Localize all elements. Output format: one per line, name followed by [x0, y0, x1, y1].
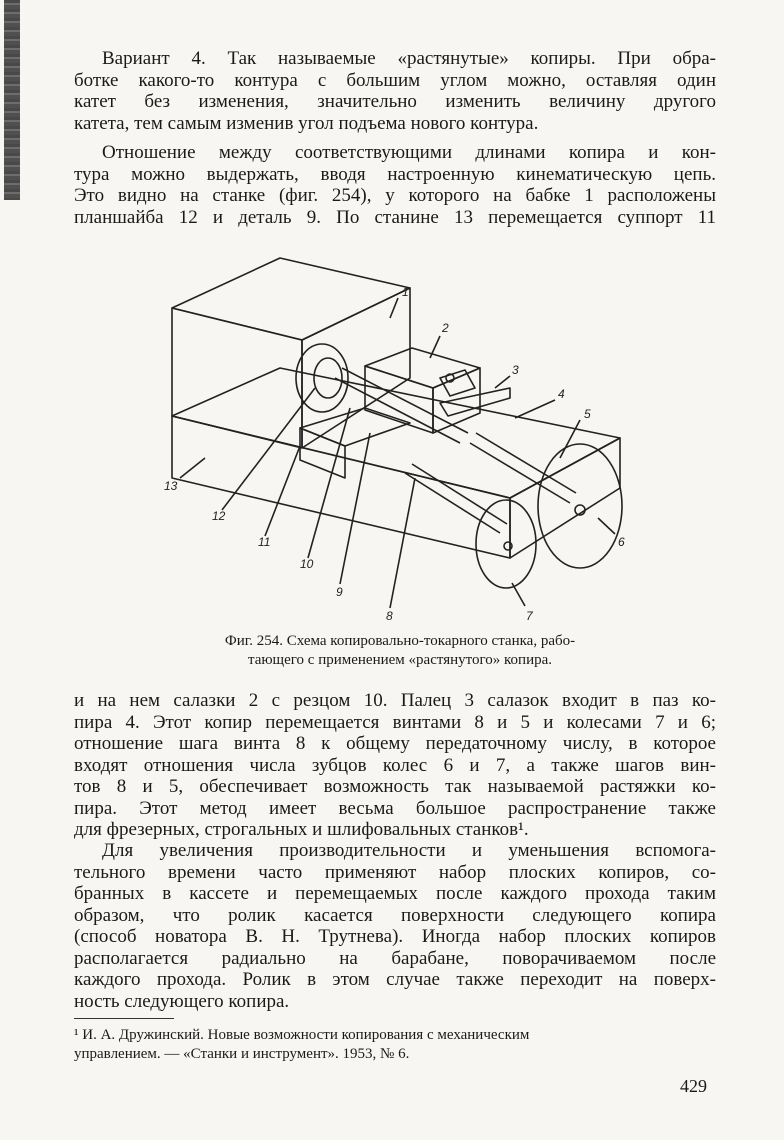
label-9: 9	[336, 585, 343, 599]
text-line: тура можно выдержать, вводя настроенную кинематическую цепь.	[74, 163, 716, 185]
label-10: 10	[300, 557, 314, 571]
footnote	[74, 1026, 716, 1064]
label-11: 11	[258, 535, 271, 549]
lathe-schematic	[150, 228, 630, 628]
text-line: (способ новатора В. Н. Трутнева). Иногда набор плоских копиров	[74, 926, 716, 947]
text-line: ность следующего копира.	[74, 990, 290, 1012]
label-12: 12	[212, 509, 226, 523]
text-line: для фрезерных, строгальных и шлифовальных станков¹.	[74, 819, 529, 840]
page-number: 429	[680, 1076, 707, 1096]
workpiece-9	[335, 378, 460, 443]
text-line: тов 8 и 5, обеспечивает возможность так называемой растяжки ко-	[74, 776, 716, 797]
label-5: 5	[584, 407, 591, 421]
bed-side	[510, 438, 620, 558]
label-1: 1	[402, 285, 409, 299]
text-line: Для увеличения производительности и уменьшения вспомога-	[102, 840, 716, 861]
label-6: 6	[618, 535, 625, 549]
headstock-front	[172, 308, 302, 448]
text-line: бранных в кассете и перемещаемых после каждого прохода таким	[74, 883, 716, 904]
label-7: 7	[526, 609, 533, 623]
text-line: пира 4. Этот копир перемещается винтами 8 и 5 и колесами 7 и 6;	[74, 711, 716, 733]
scan-binding-edge	[4, 0, 20, 200]
headstock-top	[172, 258, 410, 340]
label-8: 8	[386, 609, 393, 623]
copier-4	[440, 388, 510, 416]
footnote-line: управлением. — «Станки и инструмент». 1953, № 6.	[74, 1046, 410, 1062]
paragraph-ratio	[74, 142, 716, 228]
text-line: Отношение между соответствующими длинами копира и кон-	[102, 142, 716, 163]
text-line: катета, тем самым изменив угол подъема нового контура.	[74, 112, 539, 134]
text-line: катет без изменения, значительно изменить величину другого	[74, 91, 716, 112]
text-line: образом, что ролик касается поверхности следующего копира	[74, 904, 716, 926]
text-line: и на нем салазки 2 с резцом 10. Палец 3 салазок входит в паз ко-	[74, 690, 716, 711]
wheel-7	[476, 500, 536, 588]
figure-254-lathe-diagram	[150, 228, 630, 628]
screw-8	[405, 473, 500, 533]
label-13: 13	[164, 479, 178, 493]
text-line: каждого прохода. Ролик в этом случае также переходит на поверх-	[74, 969, 716, 990]
text-line: тельного времени часто применяют набор плоских копиров, со-	[74, 861, 716, 883]
text-line: располагается радиально на барабане, поворачиваемом после	[74, 947, 716, 969]
footnote-rule	[74, 1018, 174, 1019]
text-line: пира. Этот метод имеет весьма большое распространение также	[74, 797, 716, 819]
text-line: отношение шага винта 8 к общему передаточному числу, в которое	[74, 733, 716, 754]
label-3: 3	[512, 363, 519, 377]
wheel-6	[538, 444, 622, 568]
text-line: Вариант 4. Так называемые «растянутые» копиры. При обра-	[102, 48, 716, 69]
caption-line: тающего с применением «растянутого» копира.	[247, 652, 553, 668]
text-line: ботке какого-то контура с большим углом можно, оставляя один	[74, 69, 716, 91]
slide-2	[365, 348, 480, 388]
label-4: 4	[558, 387, 565, 401]
footnote-line: ¹ И. А. Дружинский. Новые возможности копирования с механическим	[74, 1027, 530, 1043]
caption-line: Фиг. 254. Схема копировально-токарного станка, рабо-	[224, 633, 576, 649]
text-line: входят отношения числа зубцов колес 6 и 7, а также шагов вин-	[74, 754, 716, 776]
label-2: 2	[442, 321, 449, 335]
paragraph-slide-description	[74, 690, 716, 841]
paragraph-productivity	[74, 840, 716, 1012]
paragraph-variant-4	[74, 48, 716, 134]
headstock-side	[302, 288, 410, 448]
text-line: планшайба 12 и деталь 9. По станине 13 перемещается суппорт 11	[74, 206, 716, 228]
figure-caption	[150, 632, 650, 670]
text-line: Это видно на станке (фиг. 254), у которого на бабке 1 расположены	[74, 185, 716, 206]
